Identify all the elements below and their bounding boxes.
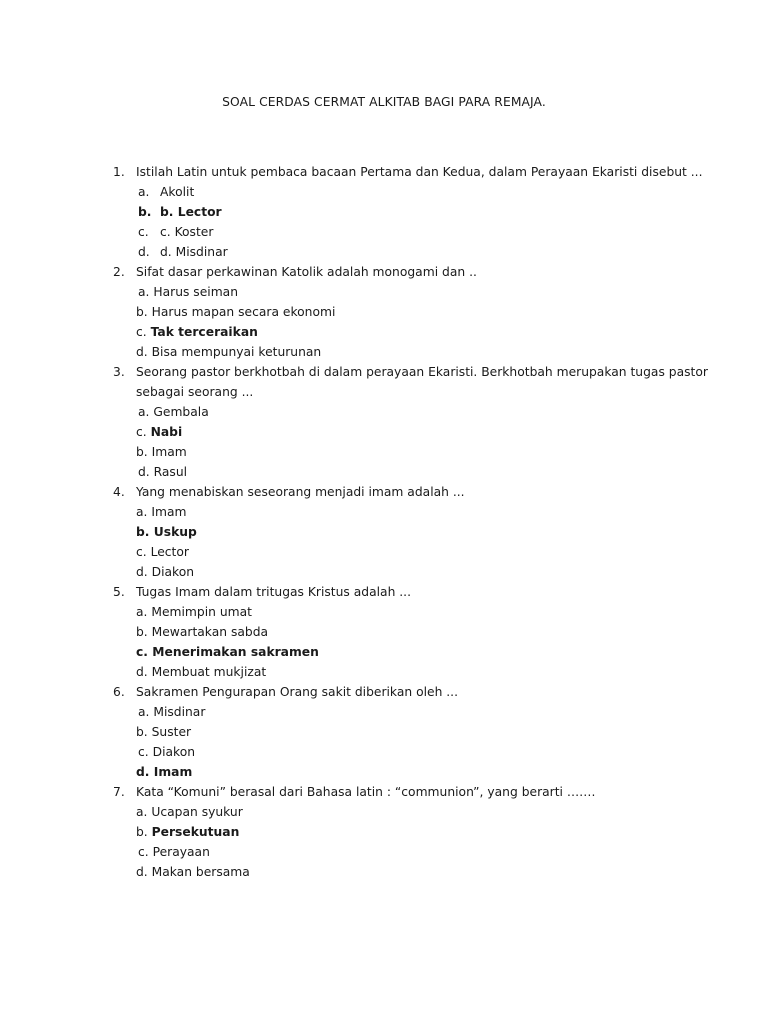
- option-prefix: a.: [136, 805, 152, 819]
- option-7c: [0, 842, 768, 862]
- option-5b: [0, 622, 768, 642]
- option-line: [136, 862, 250, 882]
- question-number: 2.: [113, 265, 125, 279]
- option-6c: [0, 742, 768, 762]
- option-6a: [0, 702, 768, 722]
- option-line: [136, 642, 319, 662]
- option-text: Rasul: [153, 465, 188, 479]
- option-2b: [0, 302, 768, 322]
- option-text: Akolit: [160, 185, 195, 199]
- option-prefix: a.: [136, 505, 152, 519]
- option-line: [136, 322, 258, 342]
- option-line: [136, 502, 186, 522]
- option-line: [136, 622, 268, 642]
- question-number: 3.: [113, 365, 125, 379]
- option-text: Tak terceraikan: [150, 325, 258, 339]
- option-text: Uskup: [153, 525, 197, 539]
- question-text: sebagai seorang ...: [136, 385, 254, 399]
- option-1a: [0, 182, 768, 202]
- option-5a: [0, 602, 768, 622]
- question-text: Tugas Imam dalam tritugas Kristus adalah ...: [136, 585, 411, 599]
- option-prefix: b.: [136, 825, 152, 839]
- option-1d: [0, 242, 768, 262]
- question-5: [0, 582, 768, 602]
- option-line: [136, 722, 191, 742]
- option-prefix: c.: [136, 545, 151, 559]
- option-prefix: a.: [138, 285, 154, 299]
- option-text: c. Koster: [160, 225, 214, 239]
- option-text: Bisa mempunyai keturunan: [151, 345, 322, 359]
- option-prefix: d.: [136, 345, 152, 359]
- option-marker: d.: [138, 245, 150, 259]
- option-line: [136, 602, 252, 622]
- option-7d: [0, 862, 768, 882]
- option-prefix: b.: [136, 305, 152, 319]
- option-text: Lector: [150, 545, 189, 559]
- option-prefix: d.: [136, 665, 152, 679]
- option-marker: c.: [138, 225, 149, 239]
- option-text: Memimpin umat: [151, 605, 252, 619]
- option-prefix: a.: [136, 605, 152, 619]
- option-line: [138, 702, 205, 722]
- option-3d: [0, 462, 768, 482]
- question-1: [0, 162, 768, 182]
- option-line: [136, 342, 321, 362]
- question-4: [0, 482, 768, 502]
- option-3a: [0, 402, 768, 422]
- option-4a: [0, 502, 768, 522]
- option-text: Gembala: [153, 405, 209, 419]
- option-prefix: c.: [136, 325, 151, 339]
- option-marker: a.: [138, 185, 150, 199]
- question-text: Istilah Latin untuk pembaca bacaan Pertama dan Kedua, dalam Perayaan Ekaristi disebut ...: [136, 165, 703, 179]
- question-text: Seorang pastor berkhotbah di dalam perayaan Ekaristi. Berkhotbah merupakan tugas pastor: [136, 365, 708, 379]
- question-text: Sifat dasar perkawinan Katolik adalah monogami dan ..: [136, 265, 477, 279]
- option-prefix: c.: [136, 425, 151, 439]
- option-text: Imam: [151, 505, 187, 519]
- option-prefix: a.: [138, 405, 154, 419]
- option-line: [136, 422, 182, 442]
- option-marker: b.: [138, 205, 152, 219]
- option-6b: [0, 722, 768, 742]
- option-text: Perayaan: [152, 845, 210, 859]
- option-line: [138, 742, 195, 762]
- question-number: 1.: [113, 165, 125, 179]
- option-line: [136, 442, 187, 462]
- option-text: Harus mapan secara ekonomi: [151, 305, 336, 319]
- option-prefix: d.: [136, 765, 154, 779]
- option-text: Nabi: [150, 425, 183, 439]
- option-4b-answer: [0, 522, 768, 542]
- option-7a: [0, 802, 768, 822]
- question-7: [0, 782, 768, 802]
- option-prefix: a.: [138, 705, 154, 719]
- option-1c: [0, 222, 768, 242]
- option-3b: [0, 442, 768, 462]
- option-text: Imam: [153, 765, 193, 779]
- option-text: b. Lector: [160, 205, 222, 219]
- option-text: Diakon: [151, 565, 195, 579]
- question-number: 4.: [113, 485, 125, 499]
- option-prefix: d.: [136, 865, 152, 879]
- question-6: [0, 682, 768, 702]
- option-line: [138, 842, 210, 862]
- question-3: [0, 362, 768, 382]
- option-2a: [0, 282, 768, 302]
- option-2c-answer: [0, 322, 768, 342]
- option-5c-answer: [0, 642, 768, 662]
- question-number: 6.: [113, 685, 125, 699]
- option-1b-answer: [0, 202, 768, 222]
- option-prefix: c.: [138, 745, 153, 759]
- option-text: Misdinar: [153, 705, 206, 719]
- option-prefix: c.: [138, 845, 153, 859]
- option-text: Diakon: [152, 745, 196, 759]
- option-text: Membuat mukjizat: [151, 665, 267, 679]
- option-prefix: d.: [136, 565, 152, 579]
- question-2: [0, 262, 768, 282]
- option-6d-answer: [0, 762, 768, 782]
- option-line: [136, 822, 239, 842]
- question-number: 7.: [113, 785, 125, 799]
- question-text: Yang menabiskan seseorang menjadi imam adalah ...: [136, 485, 465, 499]
- option-line: [138, 402, 209, 422]
- option-3c-answer: [0, 422, 768, 442]
- option-5d: [0, 662, 768, 682]
- option-line: [136, 522, 197, 542]
- option-line: [136, 542, 189, 562]
- option-line: [136, 762, 192, 782]
- option-text: Persekutuan: [151, 825, 240, 839]
- option-prefix: b.: [136, 625, 152, 639]
- option-line: [138, 282, 238, 302]
- option-line: [136, 662, 266, 682]
- option-text: Mewartakan sabda: [151, 625, 269, 639]
- option-4c: [0, 542, 768, 562]
- option-prefix: b.: [136, 725, 152, 739]
- option-line: [136, 562, 194, 582]
- option-text: Makan bersama: [151, 865, 250, 879]
- option-line: [138, 462, 187, 482]
- question-3-continued: [0, 382, 768, 402]
- question-text: Kata “Komuni” berasal dari Bahasa latin : “communion”, yang berarti …….: [136, 785, 596, 799]
- option-text: Menerimakan sakramen: [152, 645, 319, 659]
- option-text: Harus seiman: [153, 285, 239, 299]
- option-prefix: c.: [136, 645, 153, 659]
- option-text: Imam: [151, 445, 187, 459]
- question-text: Sakramen Pengurapan Orang sakit diberikan oleh ...: [136, 685, 459, 699]
- option-line: [136, 802, 243, 822]
- option-prefix: b.: [136, 525, 154, 539]
- option-7b-answer: [0, 822, 768, 842]
- option-text: Suster: [151, 725, 192, 739]
- question-list: [0, 162, 768, 882]
- option-line: [136, 302, 335, 322]
- option-prefix: b.: [136, 445, 152, 459]
- option-text: Ucapan syukur: [151, 805, 243, 819]
- option-2d: [0, 342, 768, 362]
- document-title: SOAL CERDAS CERMAT ALKITAB BAGI PARA REMAJA.: [222, 95, 546, 109]
- option-4d: [0, 562, 768, 582]
- question-number: 5.: [113, 585, 125, 599]
- option-prefix: d.: [138, 465, 154, 479]
- option-text: d. Misdinar: [160, 245, 228, 259]
